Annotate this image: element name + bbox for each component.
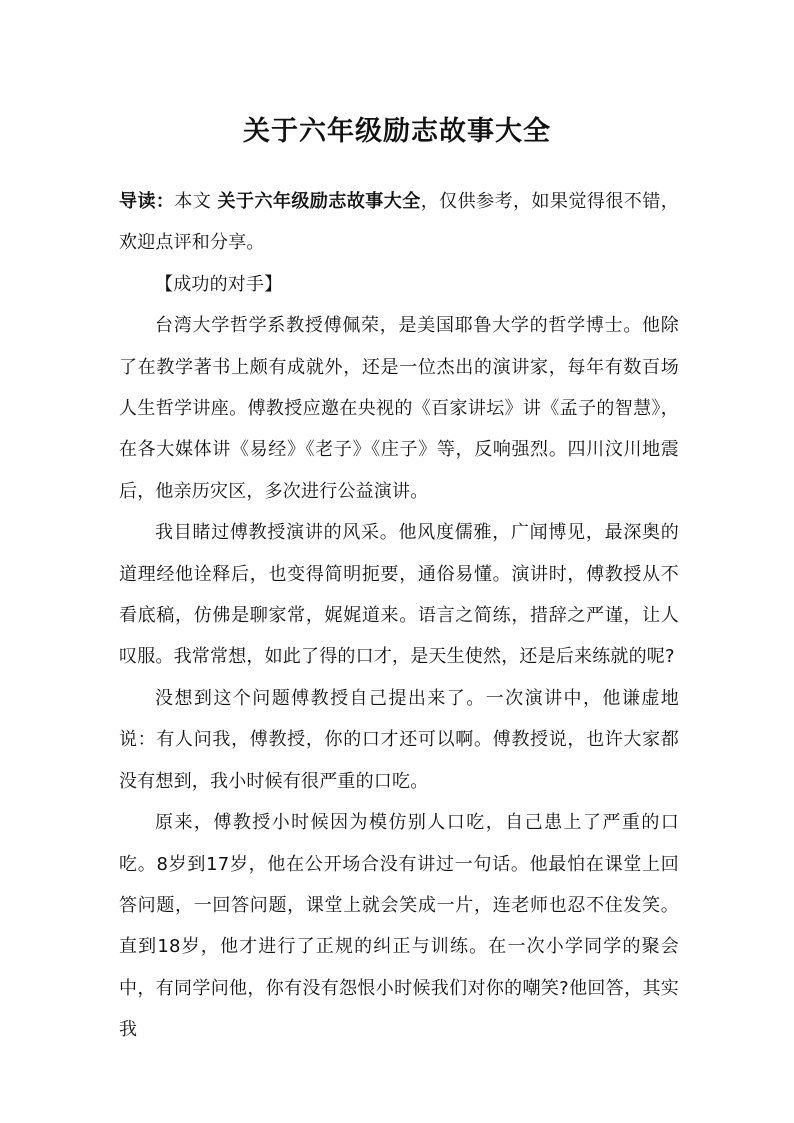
lead-highlight: 关于六年级励志故事大全 <box>217 191 421 212</box>
lead-suffix: ，仅供参考，如果觉得很不错，欢迎点评和分享。 <box>119 191 679 254</box>
lead-label: 导读： <box>119 191 175 212</box>
paragraph: 我目睹过傅教授演讲的风采。他风度儒雅，广闻博见，最深奥的道理经他诠释后，也变得简明扼要，通俗易懂。演讲时，傅教授从不看底稿，仿佛是聊家常，娓娓道来。语言之简练，措辞之严谨，让人叹服。我常常想，如此了得的口才，是天生使然，还是后来练就的呢? <box>119 522 679 668</box>
lead-prefix: 本文 <box>174 191 218 212</box>
paragraph: 没想到这个问题傅教授自己提出来了。一次演讲中，他谦虚地说：有人问我，傅教授，你的口才还可以啊。傅教授说，也许大家都没有想到，我小时候有很严重的口吃。 <box>119 687 679 792</box>
lead-paragraph <box>119 181 679 264</box>
document-body <box>119 181 679 1051</box>
paragraph: 台湾大学哲学系教授傅佩荣，是美国耶鲁大学的哲学博士。他除了在教学著书上颇有成就外，还是一位杰出的演讲家，每年有数百场人生哲学讲座。傅教授应邀在央视的《百家讲坛》讲《孟子的智慧》，在各大媒体讲《易经》《老子》《庄子》等，反响强烈。四川汶川地震后，他亲历灾区，多次进行公益演讲。 <box>119 315 679 502</box>
section-heading: 【成功的对手】 <box>155 273 283 295</box>
document-title: 关于六年级励志故事大全 <box>243 116 551 147</box>
paragraph: 原来，傅教授小时候因为模仿别人口吃，自己患上了严重的口吃。8岁到17岁，他在公开场合没有讲过一句话。他最怕在课堂上回答问题，一回答问题，课堂上就会笑成一片，连老师也忍不住发笑。直到18岁，他才进行了正规的纠正与训练。在一次小学同学的聚会中，有同学问他，你有没有怨恨小时候我们对你的嘲笑?他回答，其实我 <box>119 812 679 1041</box>
